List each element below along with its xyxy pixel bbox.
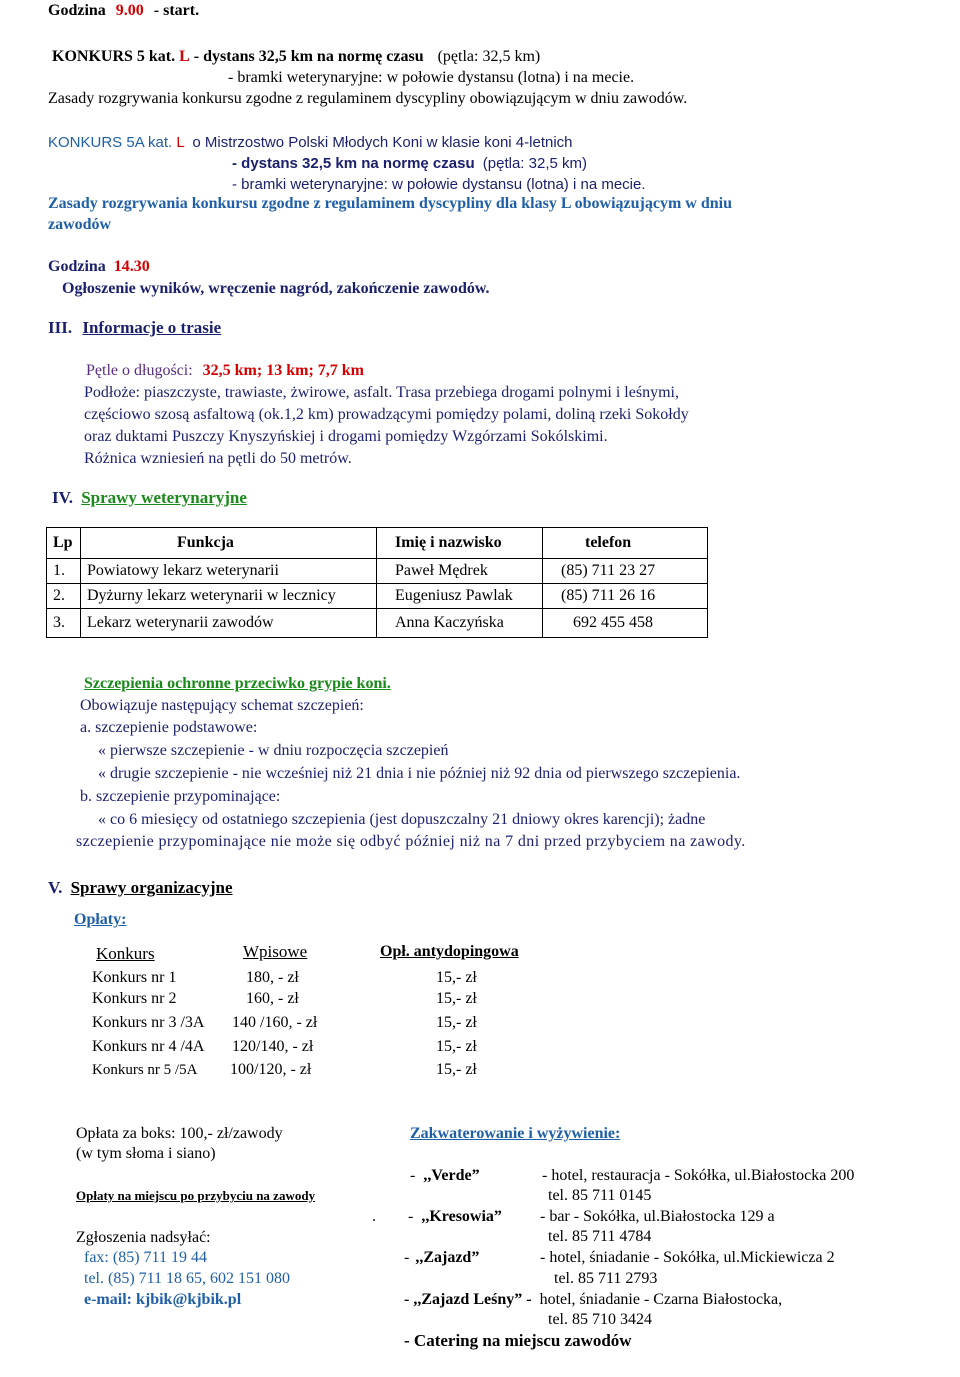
vet-cell-lp: 3.	[47, 609, 81, 638]
section-v-number: V.	[48, 878, 63, 897]
petle-line	[86, 361, 364, 381]
vet-cell-lp: 1.	[47, 559, 81, 584]
section-iv-title: Sprawy weterynaryjne	[81, 488, 247, 507]
konkurs-5-rules: Zasady rozgrywania konkursu zgodne z regulaminem dyscypliny obowiązującym w dniu zawodów.	[48, 90, 688, 107]
zajazd-line	[404, 1248, 479, 1268]
fee-row-konkurs: Konkurs nr 4 /4A	[92, 1038, 205, 1055]
konkurs-5-distance: - dystans 32,5 km na normę czasu	[193, 48, 424, 65]
petle-label: Pętle o długości:	[86, 362, 193, 379]
trasa-line-2: częściowo szosą asfaltową (ok.1,2 km) prowadzącymi pomiędzy polami, doliną rzeki Sokołdy	[84, 406, 689, 423]
petle-values: 32,5 km; 13 km; 7,7 km	[202, 362, 364, 379]
kresowia-line	[408, 1207, 502, 1227]
fees-header-antidoping: Opł. antydopingowa	[380, 943, 519, 960]
konkurs-5a-distance-line	[232, 154, 587, 174]
konkurs-5a-rules-1: Zasady rozgrywania konkursu zgodne z regulaminem dyscypliny dla klasy L obowiązującym w dniu	[48, 195, 732, 212]
fees-header-konkurs: Konkurs	[96, 944, 155, 963]
zajazd-dash: -	[404, 1249, 410, 1266]
vaccination-intro: Obowiązuje następujący schemat szczepień:	[80, 697, 364, 714]
konkurs-5a-line	[48, 133, 573, 153]
vet-header-name: Imię i nazwisko	[377, 528, 543, 559]
vet-header-funkcja: Funkcja	[81, 528, 377, 559]
godzina-2-label: Godzina	[48, 258, 106, 275]
vet-table-header	[47, 528, 708, 559]
pay-on-site: Opłaty na miejscu po przybyciu na zawody	[76, 1188, 316, 1203]
dot-mark: .	[372, 1208, 376, 1225]
kresowia-name: ,,Kresowia”	[421, 1208, 502, 1225]
fee-row-konkurs: Konkurs nr 2	[92, 990, 177, 1007]
section-iv-heading	[52, 488, 247, 508]
vet-cell-name: Anna Kaczyńska	[377, 609, 543, 638]
fee-row-wpisowe: 140 /160, - zł	[232, 1014, 318, 1031]
zajazd-lesny-name: - ,,Zajazd Leśny” -	[404, 1291, 532, 1308]
fees-header-wpisowe: Wpisowe	[243, 942, 308, 961]
konkurs-5a-class: L	[176, 134, 185, 151]
vet-cell-funkcja: Dyżurny lekarz weterynarii w lecznicy	[81, 584, 377, 609]
zajazd-phone: tel. 85 711 2793	[554, 1270, 658, 1287]
verde-name: ,,Verde”	[423, 1167, 480, 1184]
vaccination-a: a. szczepienie podstawowe:	[80, 719, 258, 736]
konkurs-5a-rules-2: zawodów	[48, 216, 112, 233]
section-iii-title: Informacje o trasie	[82, 318, 222, 337]
fee-row-konkurs: Konkurs nr 1	[92, 969, 177, 986]
trasa-line-4: Różnica wzniesień na pętli do 50 metrów.	[84, 450, 352, 467]
fax-number: fax: (85) 711 19 44	[84, 1249, 207, 1266]
fees-heading: Opłaty:	[74, 911, 127, 928]
konkurs-5-title: KONKURS 5 kat.	[52, 48, 176, 65]
vaccination-b2: szczepienie przypominające nie może się odbyć później niż na 7 dni przed przybyciem na zawody.	[76, 833, 746, 850]
vet-cell-phone: (85) 711 23 27	[543, 559, 708, 584]
zajazd-desc: - hotel, śniadanie - Sokółka, ul.Mickiewicza 2	[540, 1249, 835, 1266]
vet-header-lp: Lp	[47, 528, 81, 559]
fee-row-antidoping: 15,- zł	[436, 990, 477, 1007]
konkurs-5-bramki: - bramki weterynaryjne: w połowie dystansu (lotna) i na mecie.	[228, 69, 635, 86]
fee-row-antidoping: 15,- zł	[436, 1014, 477, 1031]
fee-row-konkurs: Konkurs nr 3 /3A	[92, 1014, 205, 1031]
trasa-line-1: Podłoże: piaszczyste, trawiaste, żwirowe, asfalt. Trasa przebiega drogami polnymi i leśnymi,	[84, 384, 679, 401]
catering: - Catering na miejscu zawodów	[404, 1331, 632, 1350]
vaccination-b1: « co 6 miesięcy od ostatniego szczepienia (jest dopuszczalny 21 dniowy okres karencji); żadne	[98, 811, 706, 828]
start-label: - start.	[153, 2, 200, 19]
vet-cell-phone: 692 455 458	[543, 609, 708, 638]
vaccination-title: Szczepienia ochronne przeciwko grypie koni.	[84, 675, 391, 692]
verde-phone: tel. 85 711 0145	[548, 1187, 652, 1204]
kresowia-desc: - bar - Sokółka, ul.Białostocka 129 a	[540, 1208, 775, 1225]
zajazd-lesny-desc: hotel, śniadanie - Czarna Białostocka,	[539, 1291, 783, 1308]
section-v-heading	[48, 878, 233, 898]
applications-label: Zgłoszenia nadsyłać:	[76, 1229, 211, 1246]
table-row	[47, 584, 708, 609]
zajazd-lesny-line	[404, 1290, 782, 1310]
fee-row-antidoping: 15,- zł	[436, 969, 477, 986]
fee-row-konkurs: Konkurs nr 5 /5A	[92, 1062, 198, 1078]
section-v-title: Sprawy organizacyjne	[70, 878, 233, 897]
fee-row-wpisowe: 120/140, - zł	[232, 1038, 314, 1055]
vet-cell-lp: 2.	[47, 584, 81, 609]
email-link[interactable]: e-mail: kjbik@kjbik.pl	[84, 1291, 242, 1308]
godzina-2-line	[48, 257, 150, 277]
vaccination-a1: « pierwsze szczepienie - w dniu rozpoczęcia szczepień	[98, 742, 449, 759]
vet-contacts-table	[46, 527, 708, 638]
konkurs-5a-bramki-text: - bramki weterynaryjne: w połowie dystansu (lotna) i na mecie.	[232, 176, 646, 193]
konkurs-5-class: L	[179, 48, 190, 65]
verde-desc: - hotel, restauracja - Sokółka, ul.Białostocka 200	[542, 1167, 855, 1184]
vet-cell-funkcja: Powiatowy lekarz weterynarii	[81, 559, 377, 584]
konkurs-5a-loop: (pętla: 32,5 km)	[482, 155, 587, 172]
kresowia-dash: -	[408, 1208, 414, 1225]
kresowia-phone: tel. 85 711 4784	[548, 1228, 652, 1245]
vet-cell-name: Paweł Mędrek	[377, 559, 543, 584]
godzina-start-line	[48, 1, 199, 21]
vet-cell-name: Eugeniusz Pawlak	[377, 584, 543, 609]
vaccination-a2: « drugie szczepienie - nie wcześniej niż 21 dnia i nie później niż 92 dnia od pierwszego szczepienia.	[98, 765, 741, 782]
vet-cell-funkcja: Lekarz weterynarii zawodów	[81, 609, 377, 638]
fee-row-wpisowe: 100/120, - zł	[230, 1061, 312, 1078]
konkurs-5a-distance: - dystans 32,5 km na normę czasu	[232, 155, 475, 172]
section-iii-number: III.	[48, 318, 73, 337]
konkurs-5a-mp: o Mistrzostwo Polski Młodych Koni w klasie koni 4-letnich	[192, 134, 573, 151]
table-row	[47, 609, 708, 638]
konkurs-5-loop: (pętla: 32,5 km)	[437, 48, 541, 65]
fee-row-antidoping: 15,- zł	[436, 1038, 477, 1055]
phone-numbers: tel. (85) 711 18 65, 602 151 080	[84, 1270, 291, 1287]
vet-cell-phone: (85) 711 26 16	[543, 584, 708, 609]
godzina-time: 9.00	[115, 2, 144, 19]
godzina-2-time: 14.30	[113, 258, 150, 275]
table-row	[47, 559, 708, 584]
zajazd-name: ,,Zajazd”	[415, 1249, 480, 1266]
ogloszenie: Ogłoszenie wyników, wręczenie nagród, zakończenie zawodów.	[62, 280, 490, 297]
fee-row-wpisowe: 160, - zł	[246, 990, 299, 1007]
verde-dash: -	[410, 1167, 416, 1184]
trasa-line-3: oraz duktami Puszczy Knyszyńskiej i drogami pomiędzy Wzgórzami Sokólskimi.	[84, 428, 608, 445]
box-fee: Opłata za boks: 100,- zł/zawody	[76, 1125, 283, 1142]
konkurs-5-line	[52, 47, 540, 67]
fee-row-antidoping: 15,- zł	[436, 1061, 477, 1078]
konkurs-5a-title: KONKURS 5A kat.	[48, 134, 173, 151]
fee-row-wpisowe: 180, - zł	[246, 969, 299, 986]
box-fee-note: (w tym słoma i siano)	[76, 1145, 216, 1162]
accommodation-title: Zakwaterowanie i wyżywienie:	[410, 1125, 621, 1142]
verde-line	[410, 1166, 480, 1186]
konkurs-5a-bramki	[232, 175, 646, 195]
section-iv-number: IV.	[52, 488, 73, 507]
godzina-label: Godzina	[48, 2, 106, 19]
section-iii-heading	[48, 318, 221, 338]
zajazd-lesny-phone: tel. 85 710 3424	[548, 1311, 652, 1328]
vaccination-b: b. szczepienie przypominające:	[80, 788, 281, 805]
vet-header-phone: telefon	[543, 528, 708, 559]
